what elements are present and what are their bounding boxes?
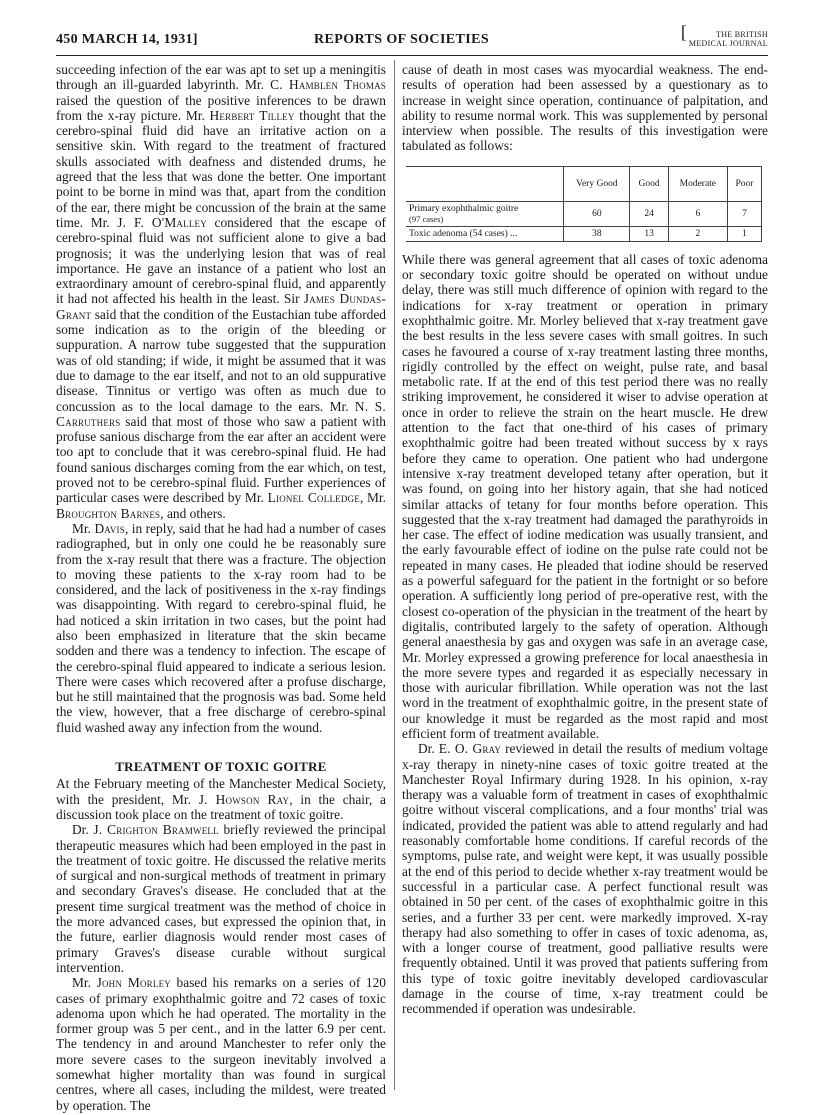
person-name: Herbert Tilley bbox=[209, 107, 295, 123]
journal-name: [ THE BRITISH MEDICAL JOURNAL bbox=[680, 22, 768, 48]
paragraph bbox=[56, 822, 386, 975]
table-column-header: Good bbox=[630, 166, 668, 201]
table-cell: 2 bbox=[668, 226, 727, 241]
table-cell: 13 bbox=[630, 226, 668, 241]
table-header-row bbox=[406, 166, 762, 201]
paragraph bbox=[56, 975, 386, 1113]
table-cell: 38 bbox=[564, 226, 630, 241]
text-run: thought that the cerebro-spinal fluid did have an irritative action on a sensitive skin. With regard to the treatment of fractured skulls associated with deafness and distended drums, he agreed that the less that was done the better. One important point to be borne in mind was that, apart from the condition of the ear, there might be concussion of the brain at the same time. Mr. bbox=[56, 107, 386, 230]
paragraph: cause of death in most cases was myocardial weakness. The end-results of operation had been assessed by a questionary as to increase in weight since operation, continuance of palpitation, and ability to resume normal work. This was supplemented by personal interview when possible. The results of this investigation were tabulated as follows: bbox=[402, 62, 768, 154]
person-name: J. F. O'Malley bbox=[117, 214, 207, 230]
text-run: based his remarks on a series of 120 cases of primary exophthalmic goitre and 72 cases of toxic adenoma upon which he had operated. The mortality in the former group was 5 per cent., and in the latter 6.9 per cent. The tendency in and around Manchester to refer only the more severe cases to the surgeon inevitably involved a somewhat higher mortality than was found in surgical centres, where all cases, including the mildest, were treated by operation. The bbox=[56, 975, 386, 1113]
text-run: Mr. bbox=[72, 975, 97, 991]
person-name: Lionel Colledge bbox=[267, 490, 360, 506]
table-row-label bbox=[406, 226, 564, 241]
section-title: REPORTS OF SOCIETIES bbox=[314, 32, 490, 47]
results-table bbox=[406, 166, 762, 242]
table-cell: 1 bbox=[727, 226, 761, 241]
right-column bbox=[402, 62, 768, 1017]
table-cell: 60 bbox=[564, 201, 630, 226]
table-cell: 7 bbox=[727, 201, 761, 226]
text-run: succeeding infection of the ear was apt to set up a meningitis through an ill-guarded labyrinth. Mr. bbox=[56, 62, 386, 93]
person-name: C. Hamblen Thomas bbox=[270, 77, 386, 93]
person-name: N. S. Carruthers bbox=[56, 398, 386, 429]
journal-name-line1: THE BRITISH bbox=[716, 30, 768, 39]
person-name: J. Howson Ray bbox=[198, 791, 290, 807]
table-column-header: Moderate bbox=[668, 166, 727, 201]
text-run: , in reply, said that he had had a number of cases radiographed, but in only one could he be reasonably sure from the x-ray result that there was a fracture. The objection to moving these patients to the x-ray room had to be considered, and the lack of positiveness in the x-ray findings was disappointing. With regard to cerebro-spinal fluid, he had noticed a skin irritation in two cases, but the point had also been emphasized in literature that the skin became sodden and there was a tendency to infection. The escape of the cerebro-spinal fluid appeared to indicate a serious lesion. There were cases which recovered after a profuse discharge, but he still maintained that the prognosis was bad. Some held the view, however, that a free discharge of cerebro-spinal fluid washed away any infection from the wound. bbox=[56, 520, 386, 735]
table-cell: 6 bbox=[668, 201, 727, 226]
paragraph bbox=[402, 741, 768, 1016]
paragraph bbox=[56, 521, 386, 735]
text-run: Dr. bbox=[72, 822, 94, 838]
section-heading: TREATMENT OF TOXIC GOITRE bbox=[115, 759, 327, 775]
person-name: E. O. Gray bbox=[438, 741, 502, 757]
row-label-sub: (97 cases) bbox=[409, 213, 444, 224]
text-run: reviewed in detail the results of medium voltage x-ray therapy in ninety-nine cases of toxic goitre treated at the Manchester Royal Infirmary during 1928. In his opinion, x-ray therapy was a valuable form of treatment in cases of exophthalmic goitre without visceral complications, and a four months' trial was indicated, provided the patient was able to attend regularly and had reasonably comfortable home conditions. If careful records of the symptoms, pulse rate, and weight were kept, it was usually possible at the end of this period to decide whether x-ray treatment would be successful in a particular case. A perfect functional result was obtained in 50 per cent. of the cases of exophthalmic goitre in this series, and a further 33 per cent. were markedly improved. X-ray therapy had also something to offer in cases of toxic adenoma, as, with a longer course of treatment, good palliative results were frequently obtained. Until it was proved that patients suffering from this type of toxic goitre inevitably developed cardiovascular damage in the course of time, x-ray treatment could be recommended if operation was undesirable. bbox=[402, 741, 768, 1017]
person-name: John Morley bbox=[96, 975, 171, 991]
table-column-header: Very Good bbox=[564, 166, 630, 201]
text-run: briefly reviewed the principal therapeutic measures which had been employed in the past in the treatment of toxic goitre. He discussed the relative merits of surgical and non-surgical methods of treatment in primary and secondary Graves's disease. He concluded that at the present time surgical treatment was the method of choice in the more advanced cases, but expressed the opinion that, in the future, earlier diagnosis would render most cases of primary Graves's disease curable without surgical intervention. bbox=[56, 822, 387, 975]
person-name: James Dundas-Grant bbox=[56, 291, 386, 322]
text-run: said that the condition of the Eustachian tube afforded some indication as to the origin of the bleeding or suppuration. A narrow tube suggested that the suppuration was of old standing; if wide, it might be assumed that it was due to damage to the ear itself, and not to an old suppurative disease. Tinnitus or vertigo was often as much due to concussion as to the local damage to the ears. Mr. bbox=[56, 306, 386, 414]
table-column-header: Poor bbox=[727, 166, 761, 201]
text-run: Dr. bbox=[418, 741, 439, 757]
page-number-date: 450 MARCH 14, 1931] bbox=[56, 32, 198, 47]
text-run: , in the chair, a discussion took place on the treatment of toxic goitre. bbox=[56, 791, 386, 822]
paragraph bbox=[56, 62, 386, 521]
text-run: said that most of those who saw a patient with profuse sanious discharge from the ear after an accident were too apt to conclude that it was cerebro-spinal fluid. He had found sanious discharges coming from the ear which, on test, proved not to be cerebro-spinal fluid. Further experiences of particular cases were described by Mr. bbox=[56, 413, 386, 506]
text-run: , and others. bbox=[160, 505, 226, 521]
left-column bbox=[56, 62, 386, 1113]
row-label-text: Toxic adenoma (54 cases) ... bbox=[409, 228, 518, 239]
text-run: considered that the escape of cerebro-spinal fluid was not sufficient alone to give a bad prognosis; it was the underlying lesion that was of real importance. He gave an instance of a patient who lost an extraordinary amount of cerebro-spinal fluid, and apparently it had not affected his health in the least. Sir bbox=[56, 214, 387, 307]
text-run: At the February meeting of the Manchester Medical Society, with the president, Mr. bbox=[56, 776, 386, 807]
person-name: Broughton Barnes bbox=[56, 505, 161, 521]
text-run: Mr. bbox=[72, 520, 95, 536]
text-run: raised the question of the positive inferences to be drawn from the x-ray picture. Mr. bbox=[56, 92, 386, 123]
header-rule bbox=[56, 55, 768, 56]
journal-name-line2: MEDICAL JOURNAL bbox=[688, 39, 768, 48]
table-row bbox=[406, 201, 762, 226]
paragraph bbox=[56, 776, 386, 822]
person-name: Davis bbox=[94, 520, 125, 536]
page-header bbox=[56, 22, 768, 54]
paragraph: While there was general agreement that all cases of toxic adenoma or secondary toxic goitre should be operated on without undue delay, there was still much difference of opinion with regard to the indications for x-ray treatment or operation in primary exophthalmic goitre. Mr. Morley believed that x-ray treatment gave the best results in the less severe cases with small goitres. In such cases he favoured a course of x-ray treatment lasting three months, rigidly controlled by the effect on weight, pulse rate, and basal metabolic rate. If at the end of this test period there was no really striking improvement, he considered it wiser to advise operation at once in order to relieve the strain on the heart muscle. He drew attention to the fact that one-third of his cases of primary exophthalmic goitre had been treated without success by x rays before they came to operation. One patient who had undergone intensive x-ray treatment developed tetany after operation, but it was found, on going into her history again, that she had noticed similar attacks of tetany for four months before operation. This suggested that the x-ray treatment had damaged the parathyroids in her case. The effect of iodine medication was usually transient, and the early favourable effect of iodine on the pulse rate could not be repeated in many cases. He pleaded that iodine should be reserved as a powerful safeguard for the patient in the fortnight or so before operation. A sufficiently long period of pre-operative rest, with the closest co-operation of the physician in the treatment of the heart by digitalis, contributed largely to the safety of operation. Although general anaesthesia by gas and oxygen was safe in an average case, Mr. Morley expressed a growing preference for local anaesthesia in the more severe types and regarded it as especially necessary in those with auricular fibrillation. While operation was not the last word in the treatment of exophthalmic goitre, in the present state of our knowledge it must be regarded as the most rapid and most efficient form of treatment available. bbox=[402, 251, 768, 741]
table-corner-cell bbox=[406, 166, 564, 201]
table-cell: 24 bbox=[630, 201, 668, 226]
text-run: , Mr. bbox=[359, 490, 387, 506]
person-name: J. Crighton Bramwell bbox=[93, 822, 219, 838]
table-row-label bbox=[406, 201, 564, 226]
table-row bbox=[406, 226, 762, 241]
row-label-text: Primary exophthalmic goitre bbox=[409, 203, 519, 214]
column-divider bbox=[394, 60, 395, 1090]
